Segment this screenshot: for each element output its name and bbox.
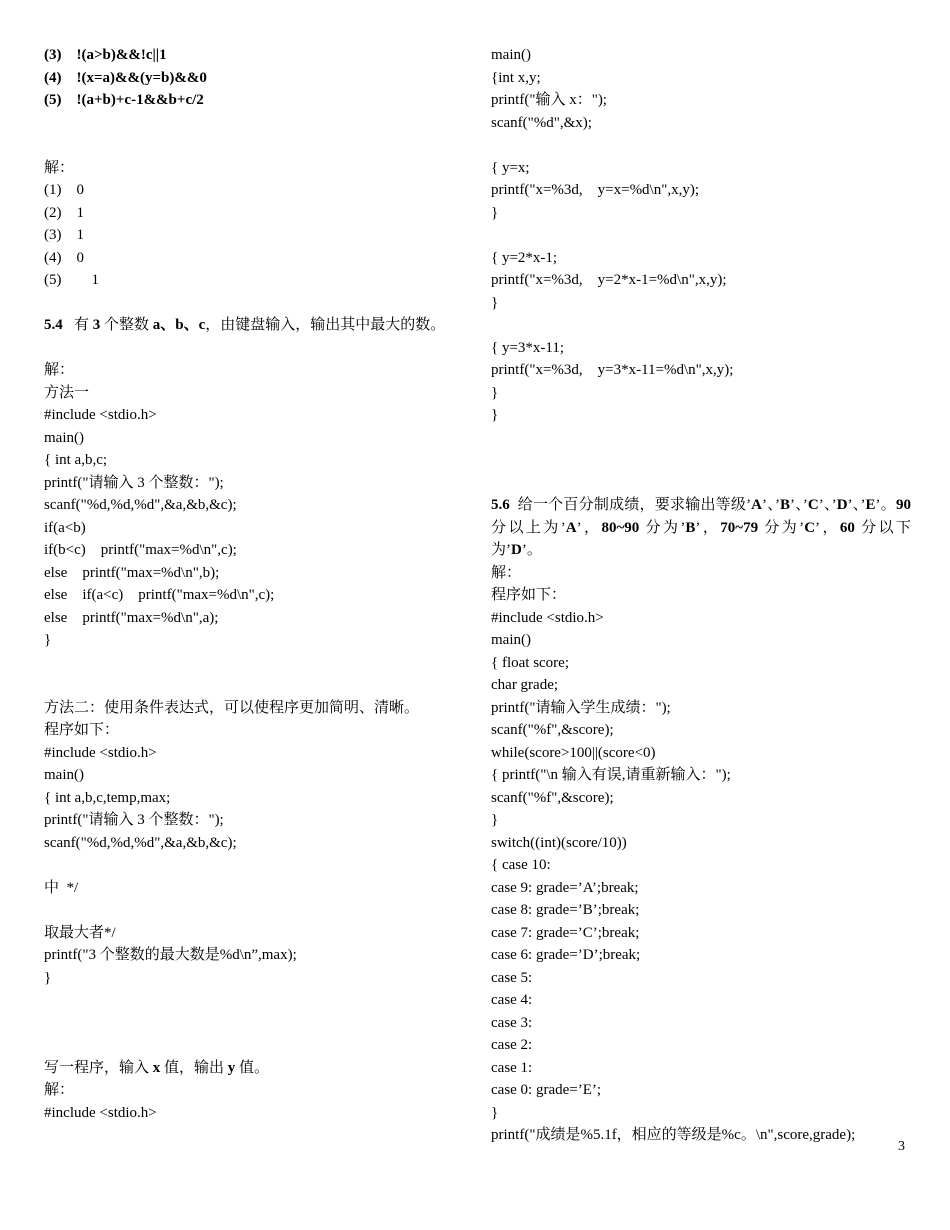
code-line: main() bbox=[491, 47, 531, 63]
code-line: scanf("%d",&x); bbox=[491, 114, 592, 131]
answer-5: (5) 1 bbox=[44, 272, 99, 288]
question-number: 5.6 bbox=[491, 497, 510, 513]
program-intro: 程序如下： bbox=[44, 722, 120, 738]
code-line: scanf("%f",&score); bbox=[491, 789, 614, 806]
code-line: { printf("\n 输入有误,请重新输入："); bbox=[491, 767, 731, 783]
code-line: printf("成绩是%5.1f，相应的等级是%c。\n",score,grade); bbox=[491, 1127, 856, 1143]
code-line: case 6: grade=’D’;break; bbox=[491, 947, 641, 963]
code-line: case 0: grade=’E’; bbox=[491, 1082, 602, 1098]
code-line: #include <stdio.h> bbox=[491, 609, 604, 626]
question-5-5 bbox=[44, 1034, 464, 1057]
code-line: else if(a<c) printf("max=%d\n",c); bbox=[44, 587, 275, 603]
code-line: switch((int)(score/10)) bbox=[491, 834, 627, 851]
left-column bbox=[44, 44, 464, 1124]
solution-label: 解： bbox=[44, 159, 75, 176]
code-line: { float score; bbox=[491, 654, 570, 671]
code-line-with-comment bbox=[491, 314, 911, 337]
code-line-with-comment bbox=[491, 224, 911, 247]
code-line: scanf("%d,%d,%d",&a,&b,&c); bbox=[44, 497, 237, 513]
code-line: main() bbox=[44, 767, 84, 783]
code-line: printf("请输入 3 个整数："); bbox=[44, 474, 224, 491]
code-line: { y=3*x-11; bbox=[491, 339, 565, 356]
code-line: {int x,y; bbox=[491, 69, 541, 86]
code-line: else printf("max=%d\n",b); bbox=[44, 564, 220, 581]
code-line: scanf("%d,%d,%d",&a,&b,&c); bbox=[44, 834, 237, 851]
code-line: } bbox=[44, 969, 52, 986]
code-line: case 8: grade=’B’;break; bbox=[491, 902, 640, 918]
answer-2: (2) 1 bbox=[44, 204, 84, 221]
right-column bbox=[491, 44, 911, 1147]
code-line: case 4: bbox=[491, 992, 533, 1008]
code-line: printf("x=%3d, y=x=%d\n",x,y); bbox=[491, 182, 700, 198]
solution-label: 解： bbox=[44, 1082, 75, 1098]
code-line: } bbox=[44, 632, 52, 648]
code-line: printf("输入 x："); bbox=[491, 92, 607, 108]
code-line: { int a,b,c; bbox=[44, 452, 108, 468]
code-line: } bbox=[491, 384, 499, 401]
page-number: 3 bbox=[898, 1139, 905, 1154]
code-line: } bbox=[491, 1104, 499, 1121]
expression-4: (4) !(x=a)&&(y=b)&&0 bbox=[44, 69, 207, 86]
code-line-with-comment bbox=[44, 899, 464, 922]
program-intro: 程序如下： bbox=[491, 587, 567, 603]
comment-continuation: 中 */ bbox=[44, 879, 79, 896]
code-line: case 7: grade=’C’;break; bbox=[491, 924, 640, 941]
code-line: #include <stdio.h> bbox=[44, 407, 157, 423]
solution-label: 解： bbox=[44, 362, 75, 378]
code-line: } bbox=[491, 204, 499, 221]
code-line: printf("请输入 3 个整数："); bbox=[44, 812, 224, 828]
code-line: case 5: bbox=[491, 969, 533, 986]
code-line: { int a,b,c,temp,max; bbox=[44, 789, 171, 806]
code-line-with-comment bbox=[44, 854, 464, 877]
expression-3: (3) !(a>b)&&!c||1 bbox=[44, 47, 167, 63]
code-line: printf("请输入学生成绩："); bbox=[491, 699, 671, 716]
code-line: { y=2*x-1; bbox=[491, 249, 558, 266]
code-line: printf("x=%3d, y=3*x-11=%d\n",x,y); bbox=[491, 362, 734, 378]
code-line: main() bbox=[44, 429, 84, 446]
code-line: { y=x; bbox=[491, 159, 530, 176]
code-line: char grade; bbox=[491, 677, 559, 693]
code-line: else printf("max=%d\n",a); bbox=[44, 609, 219, 626]
solution-label: 解： bbox=[491, 564, 522, 581]
answer-4: (4) 0 bbox=[44, 249, 84, 266]
code-line: #include <stdio.h> bbox=[44, 1104, 157, 1121]
code-line: #include <stdio.h> bbox=[44, 744, 157, 761]
method-1-title: 方法一 bbox=[44, 384, 90, 401]
code-line: } bbox=[491, 812, 499, 828]
code-line: case 2: bbox=[491, 1037, 533, 1053]
question-5-5-task: 写一程序，输入 x 值，输出 y 值。 bbox=[44, 1059, 270, 1076]
code-line: main() bbox=[491, 632, 531, 648]
code-line: { case 10: bbox=[491, 857, 551, 873]
code-line: printf("x=%3d, y=2*x-1=%d\n",x,y); bbox=[491, 272, 727, 288]
code-line: if(b<c) printf("max=%d\n",c); bbox=[44, 542, 237, 558]
answer-3: (3) 1 bbox=[44, 227, 84, 243]
comment-continuation: 取最大者*/ bbox=[44, 924, 116, 941]
code-line: case 1: bbox=[491, 1059, 533, 1076]
code-line-with-comment bbox=[491, 134, 911, 157]
code-line: printf("3 个整数的最大数是%d\n”,max); bbox=[44, 947, 297, 963]
question-number: 5.4 bbox=[44, 317, 63, 333]
method-2-title: 方法二：使用条件表达式，可以使程序更加简明、清晰。 bbox=[44, 699, 420, 716]
question-5-4: 5.4 有 3 个整数 a、b、c，由键盘输入，输出其中最大的数。 bbox=[44, 317, 446, 333]
code-line: while(score>100||(score<0) bbox=[491, 744, 656, 761]
expression-5: (5) !(a+b)+c-1&&b+c/2 bbox=[44, 92, 204, 108]
question-5-6: 5.6 给一个百分制成绩，要求输出等级’A’、’B’、’C’、’D’、’E’。90 分以上为’A’，80~90 分为’B’，70~79 分为’C’，60 分以下为’D’。 bbox=[491, 497, 911, 558]
code-line: case 9: grade=’A’;break; bbox=[491, 879, 639, 896]
code-line: } bbox=[491, 407, 499, 423]
code-line: case 3: bbox=[491, 1014, 533, 1031]
code-line: if(a<b) bbox=[44, 519, 86, 536]
code-line: } bbox=[491, 294, 499, 311]
code-line: scanf("%f",&score); bbox=[491, 722, 614, 738]
answer-1: (1) 0 bbox=[44, 182, 84, 198]
